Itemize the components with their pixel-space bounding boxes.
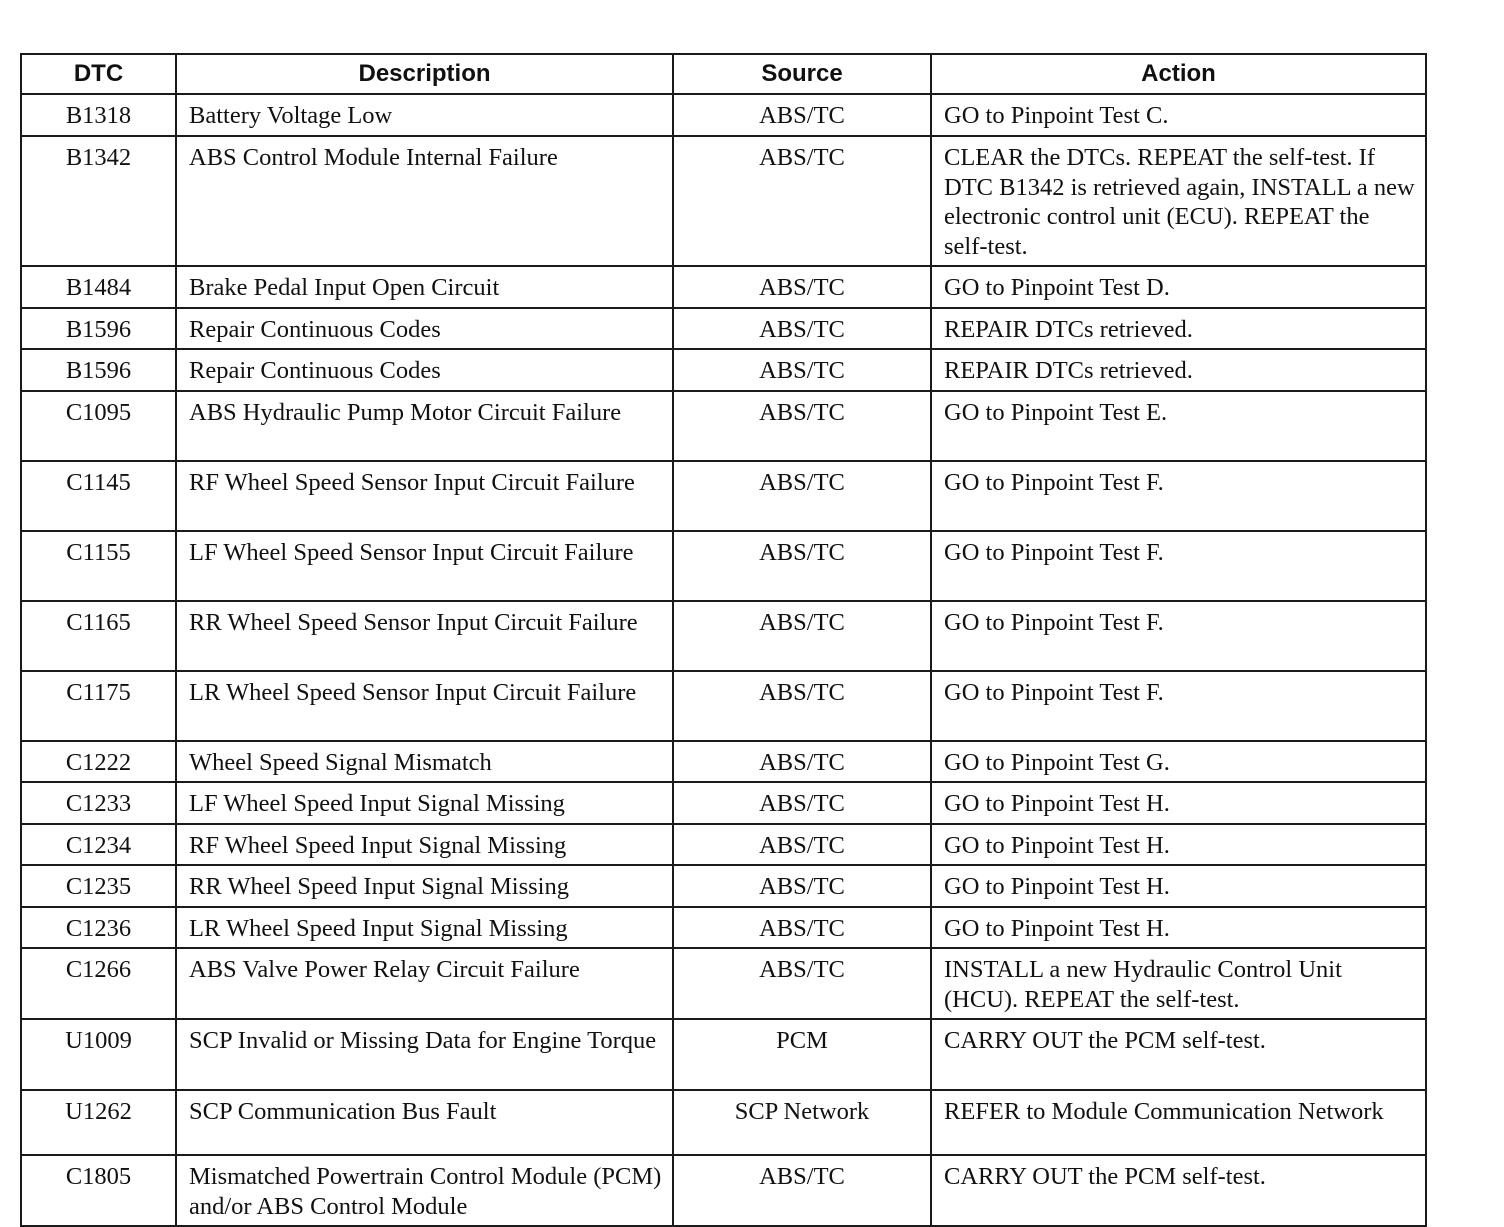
action-cell: CARRY OUT the PCM self-test. (931, 1019, 1426, 1090)
action-cell: GO to Pinpoint Test F. (931, 671, 1426, 741)
table-row (21, 741, 1426, 783)
description-cell: SCP Invalid or Missing Data for Engine Torque (176, 1019, 673, 1090)
table-row (21, 349, 1426, 391)
description-cell: ABS Valve Power Relay Circuit Failure (176, 948, 673, 1019)
description-cell: Wheel Speed Signal Mismatch (176, 741, 673, 783)
description-cell: Repair Continuous Codes (176, 349, 673, 391)
action-cell: GO to Pinpoint Test D. (931, 266, 1426, 308)
table-row (21, 1019, 1426, 1090)
table-row (21, 1090, 1426, 1155)
description-cell: LF Wheel Speed Input Signal Missing (176, 782, 673, 824)
table-row (21, 782, 1426, 824)
source-cell: SCP Network (673, 1090, 931, 1155)
table-row (21, 601, 1426, 671)
dtc-code: C1805 (21, 1155, 176, 1226)
description-cell: RR Wheel Speed Input Signal Missing (176, 865, 673, 907)
table-row (21, 824, 1426, 866)
source-cell: ABS/TC (673, 391, 931, 461)
action-cell: GO to Pinpoint Test G. (931, 741, 1426, 783)
table-row (21, 266, 1426, 308)
source-cell: ABS/TC (673, 782, 931, 824)
table-row (21, 1155, 1426, 1226)
description-cell: RF Wheel Speed Sensor Input Circuit Failure (176, 461, 673, 531)
description-cell: Battery Voltage Low (176, 94, 673, 136)
dtc-code: C1266 (21, 948, 176, 1019)
action-cell: REPAIR DTCs retrieved. (931, 308, 1426, 350)
dtc-code: C1235 (21, 865, 176, 907)
action-cell: GO to Pinpoint Test C. (931, 94, 1426, 136)
table-row (21, 136, 1426, 266)
dtc-code: C1222 (21, 741, 176, 783)
description-cell: Repair Continuous Codes (176, 308, 673, 350)
source-cell: ABS/TC (673, 907, 931, 949)
table-row (21, 948, 1426, 1019)
source-cell: ABS/TC (673, 1155, 931, 1226)
action-cell: INSTALL a new Hydraulic Control Unit (HCU). REPEAT the self-test. (931, 948, 1426, 1019)
description-cell: LR Wheel Speed Sensor Input Circuit Failure (176, 671, 673, 741)
source-cell: ABS/TC (673, 136, 931, 266)
action-cell: GO to Pinpoint Test H. (931, 824, 1426, 866)
source-cell: ABS/TC (673, 94, 931, 136)
dtc-code: B1596 (21, 308, 176, 350)
table-body (21, 94, 1426, 1226)
header-row (21, 54, 1426, 94)
header-source: Source (673, 54, 931, 94)
source-cell: ABS/TC (673, 865, 931, 907)
dtc-code: C1234 (21, 824, 176, 866)
source-cell: ABS/TC (673, 824, 931, 866)
action-cell: GO to Pinpoint Test E. (931, 391, 1426, 461)
action-cell: GO to Pinpoint Test H. (931, 907, 1426, 949)
dtc-code: C1236 (21, 907, 176, 949)
source-cell: ABS/TC (673, 349, 931, 391)
description-cell: LF Wheel Speed Sensor Input Circuit Failure (176, 531, 673, 601)
source-cell: ABS/TC (673, 741, 931, 783)
source-cell: ABS/TC (673, 266, 931, 308)
dtc-code: C1165 (21, 601, 176, 671)
description-cell: Brake Pedal Input Open Circuit (176, 266, 673, 308)
description-cell: ABS Control Module Internal Failure (176, 136, 673, 266)
table-row (21, 391, 1426, 461)
table-row (21, 531, 1426, 601)
action-cell: REPAIR DTCs retrieved. (931, 349, 1426, 391)
description-cell: RR Wheel Speed Sensor Input Circuit Failure (176, 601, 673, 671)
action-cell: GO to Pinpoint Test H. (931, 865, 1426, 907)
action-cell: CARRY OUT the PCM self-test. (931, 1155, 1426, 1226)
description-cell: ABS Hydraulic Pump Motor Circuit Failure (176, 391, 673, 461)
source-cell: ABS/TC (673, 531, 931, 601)
action-cell: GO to Pinpoint Test H. (931, 782, 1426, 824)
table-row (21, 94, 1426, 136)
dtc-code: B1342 (21, 136, 176, 266)
table-row (21, 308, 1426, 350)
header-dtc: DTC (21, 54, 176, 94)
source-cell: ABS/TC (673, 601, 931, 671)
dtc-code: C1175 (21, 671, 176, 741)
dtc-code: C1233 (21, 782, 176, 824)
action-cell: GO to Pinpoint Test F. (931, 531, 1426, 601)
dtc-code: C1095 (21, 391, 176, 461)
dtc-code: U1009 (21, 1019, 176, 1090)
description-cell: Mismatched Powertrain Control Module (PCM) and/or ABS Control Module (176, 1155, 673, 1226)
action-cell: REFER to Module Communication Network (931, 1090, 1426, 1155)
source-cell: ABS/TC (673, 671, 931, 741)
dtc-code: C1145 (21, 461, 176, 531)
header-description: Description (176, 54, 673, 94)
table-header (21, 54, 1426, 94)
source-cell: PCM (673, 1019, 931, 1090)
source-cell: ABS/TC (673, 461, 931, 531)
header-action: Action (931, 54, 1426, 94)
action-cell: CLEAR the DTCs. REPEAT the self-test. If DTC B1342 is retrieved again, INSTALL a new electronic control unit (ECU). REPEAT the self-test. (931, 136, 1426, 266)
description-cell: LR Wheel Speed Input Signal Missing (176, 907, 673, 949)
source-cell: ABS/TC (673, 948, 931, 1019)
action-cell: GO to Pinpoint Test F. (931, 461, 1426, 531)
table-row (21, 671, 1426, 741)
description-cell: RF Wheel Speed Input Signal Missing (176, 824, 673, 866)
dtc-code: B1596 (21, 349, 176, 391)
source-cell: ABS/TC (673, 308, 931, 350)
dtc-code: B1318 (21, 94, 176, 136)
dtc-table (20, 53, 1427, 1227)
dtc-code: U1262 (21, 1090, 176, 1155)
table-row (21, 865, 1426, 907)
action-cell: GO to Pinpoint Test F. (931, 601, 1426, 671)
description-cell: SCP Communication Bus Fault (176, 1090, 673, 1155)
dtc-code: B1484 (21, 266, 176, 308)
table-row (21, 907, 1426, 949)
table-row (21, 461, 1426, 531)
dtc-code: C1155 (21, 531, 176, 601)
